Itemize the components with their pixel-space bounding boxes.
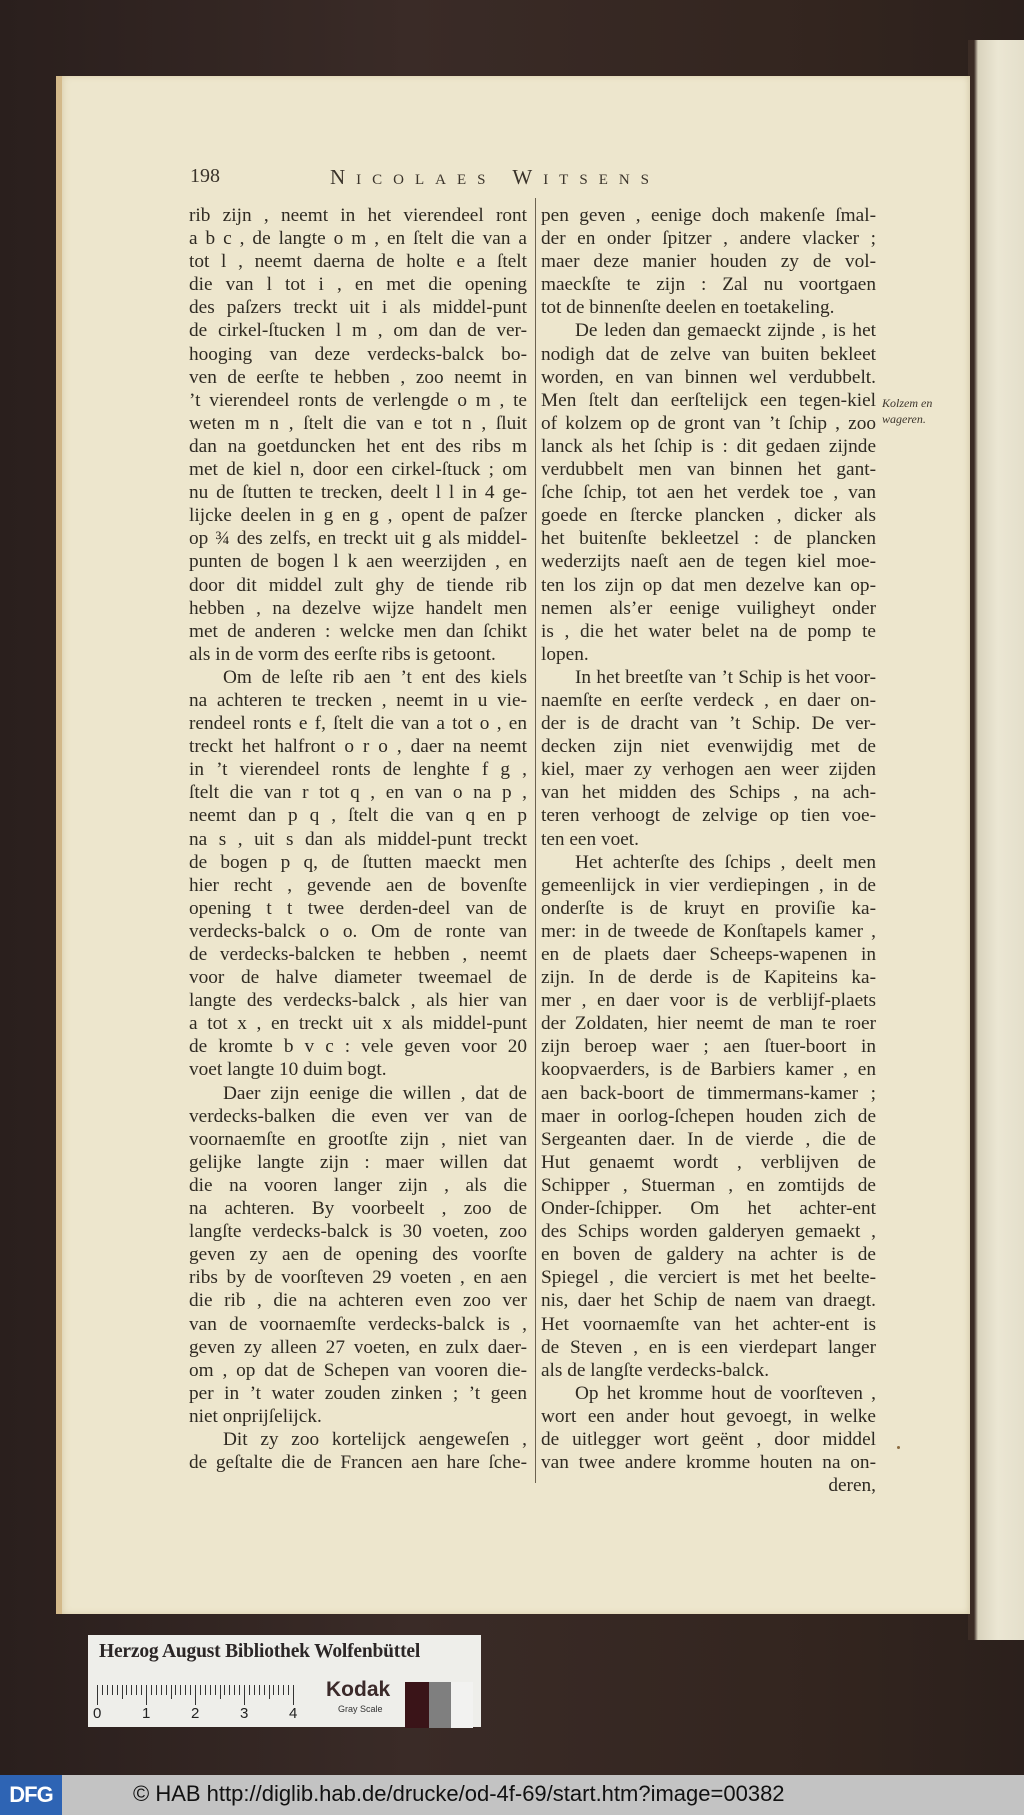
text-line: als in de vorm des eerſte ribs is getoont. <box>189 643 496 665</box>
gray-patch-mid <box>429 1682 451 1728</box>
marginal-note-line: Kolzem en <box>882 396 933 410</box>
marginal-note <box>882 395 932 427</box>
text-line: Het voornaemſte van het achter-ent is <box>541 1313 876 1335</box>
column-divider <box>535 198 536 1483</box>
text-line: nu de ſtutten te trecken, deelt l l in 4 ge- <box>189 482 527 504</box>
ruler-tick <box>283 1685 284 1695</box>
ruler-tick <box>141 1685 142 1695</box>
ruler-tick <box>180 1685 181 1695</box>
ruler-tick <box>97 1685 98 1705</box>
text-line: mer: in de tweede de Konſtapels kamer , <box>541 920 876 942</box>
text-line: of kolzem op de gront van ’t ſchip , zoo <box>541 412 876 434</box>
right-text-column <box>541 204 876 1497</box>
text-line: Onder-ſchipper. Om het achter-ent <box>541 1198 876 1220</box>
text-line: ven de eerſte te hebben , zoo neemt in <box>189 366 527 388</box>
ruler-tick <box>146 1685 147 1705</box>
text-line: van de voornaemſte verdecks-balck is , <box>189 1313 527 1335</box>
left-text-column <box>189 204 527 1474</box>
text-line: maer deze manier houden zy de vol- <box>541 251 876 273</box>
text-line: in ’t vierendeel ronts de lenghte f g , <box>189 759 527 781</box>
text-line: de cirkel-ſtucken l m , om dan de ver- <box>189 320 527 342</box>
ruler-tick <box>249 1685 250 1695</box>
text-line: voornaemſte en grootſte zijn , niet van <box>189 1128 527 1150</box>
text-line: ſtelt die van r tot q , en van o na p , <box>189 782 527 804</box>
text-line: punten de bogen l k aen weerzijden , en <box>189 551 527 573</box>
text-line: is , die het water belet na de pomp te <box>541 620 876 642</box>
ruler-tick <box>161 1685 162 1695</box>
footer-bar <box>0 1775 1024 1815</box>
text-line: voet langte 10 duim bogt. <box>189 1059 387 1081</box>
text-line: Het achterſte des ſchips , deelt men <box>575 851 876 873</box>
ruler-tick <box>210 1685 211 1695</box>
text-line: mer , en daer voor is de verblijf-plaets <box>541 990 876 1012</box>
ruler-tick <box>234 1685 235 1695</box>
text-line: worden, en van binnen wel verdubbelt. <box>541 366 876 388</box>
text-line: die van l tot i , en met die opening <box>189 274 527 296</box>
ruler-tick <box>156 1685 157 1695</box>
text-line: nis, daer het Schip de naem van draegt. <box>541 1290 876 1312</box>
text-line: hier recht , gevende aen de bovenſte <box>189 874 527 896</box>
ruler-tick <box>200 1685 201 1695</box>
dfg-logo: DFG <box>0 1775 62 1815</box>
catchword: deren, <box>828 1475 876 1497</box>
text-line: na achteren. By voorbeelt , zoo de <box>189 1198 527 1220</box>
text-line: pen geven , eenige doch makenſe ſmal- <box>541 205 876 226</box>
ruler-tick <box>122 1685 123 1699</box>
text-line: des paſzers treckt uit i als middel-punt <box>189 297 527 319</box>
text-line: Op het kromme hout de voorſteven , <box>575 1382 876 1404</box>
text-line: treckt het halfront o r o , daer na neemt <box>189 736 527 758</box>
ruler-number: 2 <box>191 1705 200 1722</box>
ruler-tick <box>269 1685 270 1699</box>
text-line: gemeenlijck in vier verdiepingen , in de <box>541 874 876 896</box>
gray-scale-label: Gray Scale <box>338 1704 383 1714</box>
text-line: ten een voet. <box>541 828 639 850</box>
marginal-note-line: wageren. <box>882 412 926 426</box>
text-line: lanck als het ſchip is : dit gedaen zijnde <box>541 435 876 457</box>
text-line: onderſte is de kruyt en proviſie ka- <box>541 897 876 919</box>
text-line: nodigh dat de zelve van buiten bekleet <box>541 343 876 365</box>
text-line: niet onprijſelijck. <box>189 1405 322 1427</box>
text-line: maeckſte te zijn : Zal nu voortgaen <box>541 274 876 296</box>
text-line: na s , uit s dan als middel-punt treckt <box>189 828 527 850</box>
ruler-tick <box>229 1685 230 1695</box>
text-line: a tot x , en treckt uit x als middel-punt <box>189 1013 527 1035</box>
text-line: en boven de galdery na achter is de <box>541 1244 876 1266</box>
ruler-tick <box>112 1685 113 1695</box>
ruler-tick <box>190 1685 191 1695</box>
ruler-tick <box>293 1685 294 1705</box>
text-line: Men ſtelt dan eerſtelijck een tegen-kiel <box>541 389 876 411</box>
text-line: langſte verdecks-balck is 30 voeten, zoo <box>189 1221 527 1243</box>
ruler-tick <box>254 1685 255 1695</box>
text-line: tot de binnenſte deelen en toetakeling. <box>541 297 835 319</box>
text-line: en de plaets daer Scheeps-wapenen in <box>541 944 876 965</box>
gray-patch-light <box>451 1682 473 1728</box>
text-line: a b c , de langte o m , en ſtelt die van a <box>189 228 527 250</box>
kodak-logo: Kodak <box>326 1678 391 1701</box>
text-line: In het breetſte van ’t Schip is het voor- <box>575 666 876 688</box>
text-line: ribs by de voorſteven 29 voeten , en aen <box>189 1267 527 1289</box>
text-line: goede en ſtercke plancken , dicker als <box>541 505 876 527</box>
text-line: Spiegel , die verciert is met het beelte- <box>541 1267 876 1289</box>
text-line: dan na goetduncken het ent des ribs m <box>189 435 527 457</box>
ruler-tick <box>215 1685 216 1695</box>
ruler-number: 3 <box>240 1705 249 1722</box>
text-line: door dit middel zult ghy de tiende rib <box>189 574 527 596</box>
text-line: de kromte b v c : vele geven voor 20 <box>189 1036 527 1058</box>
ruler-tick <box>166 1685 167 1695</box>
text-line: om , op dat de Schepen van vooren die- <box>189 1359 527 1381</box>
ruler-number: 4 <box>289 1705 298 1722</box>
text-line: Daer zijn eenige die willen , dat de <box>223 1082 527 1104</box>
page-number: 198 <box>190 165 220 187</box>
text-line: wort een ander hout gevoegt, in welke <box>541 1405 876 1427</box>
text-line: verdecks-balken die even ver van de <box>189 1105 527 1127</box>
text-line: lijcke deelen in g en g , opent de paſzer <box>189 505 527 527</box>
text-line: koopvaerders, is de Barbiers kamer , en <box>541 1059 876 1081</box>
text-line: Sergeanten daer. In de vierde , die de <box>541 1128 876 1150</box>
text-line: ’t vierendeel ronts de verlengde o m , te <box>189 389 527 411</box>
library-name: Herzog August Bibliothek Wolfenbüttel <box>99 1641 421 1662</box>
text-line: zijn. In de derde is de Kapiteins ka- <box>541 967 876 989</box>
ruler-tick <box>102 1685 103 1695</box>
text-line: langte des verdecks-balck , als hier van <box>189 990 527 1012</box>
text-line: van het midden des Schips , na ach- <box>541 782 876 804</box>
text-line: rendeel ronts e f, ſtelt die van a tot o , en <box>189 713 527 735</box>
ruler-tick <box>175 1685 176 1695</box>
text-line: opening t t twee derden-deel van de <box>189 897 527 919</box>
ruler-tick <box>244 1685 245 1705</box>
ruler-tick <box>205 1685 206 1695</box>
text-line: hebben , na dezelve wijze handelt men <box>189 597 527 619</box>
text-line: Dit zy zoo kortelijck aengeweſen , <box>223 1428 527 1450</box>
text-line: der Zoldaten, hier neemt de man te roer <box>541 1013 876 1035</box>
ruler-tick <box>126 1685 127 1695</box>
color-scale-card <box>88 1635 481 1727</box>
text-line: verdubbelt men van binnen het gant- <box>541 459 876 481</box>
text-line: weten m n , ſtelt die van e tot n , ſluit <box>189 412 527 434</box>
ruler-tick <box>278 1685 279 1695</box>
ruler-tick <box>273 1685 274 1695</box>
text-line: met de anderen : welcke men dan ſchikt <box>189 620 527 642</box>
ruler-tick <box>224 1685 225 1695</box>
ruler-tick <box>259 1685 260 1695</box>
text-line: geven zy alleen 27 voeten, en zulx daer- <box>189 1336 527 1358</box>
text-line: de geſtalte die de Francen aen hare ſche- <box>189 1452 527 1474</box>
text-line: der en onder ſpitzer , andere vlacker ; <box>541 228 876 250</box>
ruler <box>93 1675 302 1723</box>
copyright-link[interactable]: © HAB http://diglib.hab.de/drucke/od-4f-69/start.htm?image=00382 <box>133 1781 785 1806</box>
ruler-tick <box>117 1685 118 1695</box>
text-line: met de kiel n, door een cirkel-ſtuck ; om <box>189 459 527 481</box>
text-line: der is de dracht van ’t Schip. De ver- <box>541 713 876 735</box>
ruler-tick <box>151 1685 152 1695</box>
text-line: de bogen p q, de ſtutten maeckt men <box>189 851 527 873</box>
text-line: naemſte en eerſte verdeck , en daer on- <box>541 689 876 711</box>
ruler-tick <box>107 1685 108 1695</box>
text-line: rib zijn , neemt in het vierendeel ront <box>189 205 527 226</box>
text-line: op ¾ des zelfs, en treckt uit g als middel- <box>189 528 527 550</box>
text-line: de uitlegger wort geënt , door middel <box>541 1428 876 1450</box>
ruler-tick <box>131 1685 132 1695</box>
paper-speck <box>897 1446 900 1449</box>
text-line: ten los zijn op dat men dezelve kan op- <box>541 574 876 596</box>
text-line: hooging van deze verdecks-balck bo- <box>189 343 527 365</box>
text-line: per in ’t water zouden zinken ; ’t geen <box>189 1382 527 1404</box>
text-line: tot l , neemt daerna de holte e a ſtelt <box>189 251 527 273</box>
text-line: kiel, maer zy verhogen aen weer zijden <box>541 759 876 781</box>
text-line: het buitenſte bekleetzel : de plancken <box>541 528 876 550</box>
text-line: aen back-boort de timmermans-kamer ; <box>541 1082 876 1104</box>
ruler-number: 1 <box>142 1705 151 1722</box>
text-line: als de langſte verdecks-balck. <box>541 1359 770 1381</box>
text-line: zijn beroep waer ; aen ſtuer-boort in <box>541 1036 876 1058</box>
ruler-tick <box>185 1685 186 1695</box>
text-line: Hut genaemt wordt , verblijven de <box>541 1151 876 1173</box>
ruler-tick <box>288 1685 289 1695</box>
text-line: de verdecks-balcken te hebben , neemt <box>189 944 527 965</box>
text-line: gelijke langte zijn : maer willen dat <box>189 1151 527 1173</box>
text-line: van twee andere kromme houten na on- <box>541 1452 876 1474</box>
text-line: lopen. <box>541 643 589 665</box>
ruler-tick <box>239 1685 240 1695</box>
ruler-tick <box>171 1685 172 1699</box>
text-line: nemen als’er eenige vuiligheyt onder <box>541 597 876 619</box>
text-line: Om de leſte rib aen ’t ent des kiels <box>223 666 527 688</box>
text-line: geven zy aen de opening des voorſte <box>189 1244 527 1266</box>
ruler-tick <box>136 1685 137 1695</box>
text-line: voor de halve diameter tweemael de <box>189 967 527 989</box>
text-line: verdecks-balck o o. Om de ronte van <box>189 920 527 942</box>
text-line: maer in oorlog-ſchepen houden zich de <box>541 1105 876 1127</box>
text-line: teren verhoogt de zelvige op tien voe- <box>541 805 876 827</box>
text-line: decken zijn niet evenwijdig met de <box>541 736 876 758</box>
text-line: neemt dan p q , ſtelt die van q en p <box>189 805 527 827</box>
ruler-tick <box>264 1685 265 1695</box>
text-line: Schipper , Stuerman , en zomtijds de <box>541 1174 876 1196</box>
gray-patch-dark <box>405 1682 429 1728</box>
text-line: des Schips worden galderyen gemaekt , <box>541 1221 876 1243</box>
text-line: De leden dan gemaeckt zijnde , is het <box>575 320 876 342</box>
ruler-tick <box>195 1685 196 1705</box>
text-line: de Steven , en is een vierdepart langer <box>541 1336 876 1358</box>
ruler-tick <box>220 1685 221 1699</box>
text-line: die na vooren langer zijn , als die <box>189 1174 527 1196</box>
text-line: wederzijts naeſt aen de tegen kiel moe- <box>541 551 876 573</box>
text-line: ſche ſchip, tot aen het verdek toe , van <box>541 482 876 504</box>
text-line: na achteren te trecken , neemt in u vie- <box>189 689 527 711</box>
ruler-number: 0 <box>93 1705 102 1722</box>
text-line: die rib , die na achteren even zoo ver <box>189 1290 527 1312</box>
running-title: Nicolaes Witsens <box>330 165 661 189</box>
facing-page-edge <box>968 40 1024 1640</box>
